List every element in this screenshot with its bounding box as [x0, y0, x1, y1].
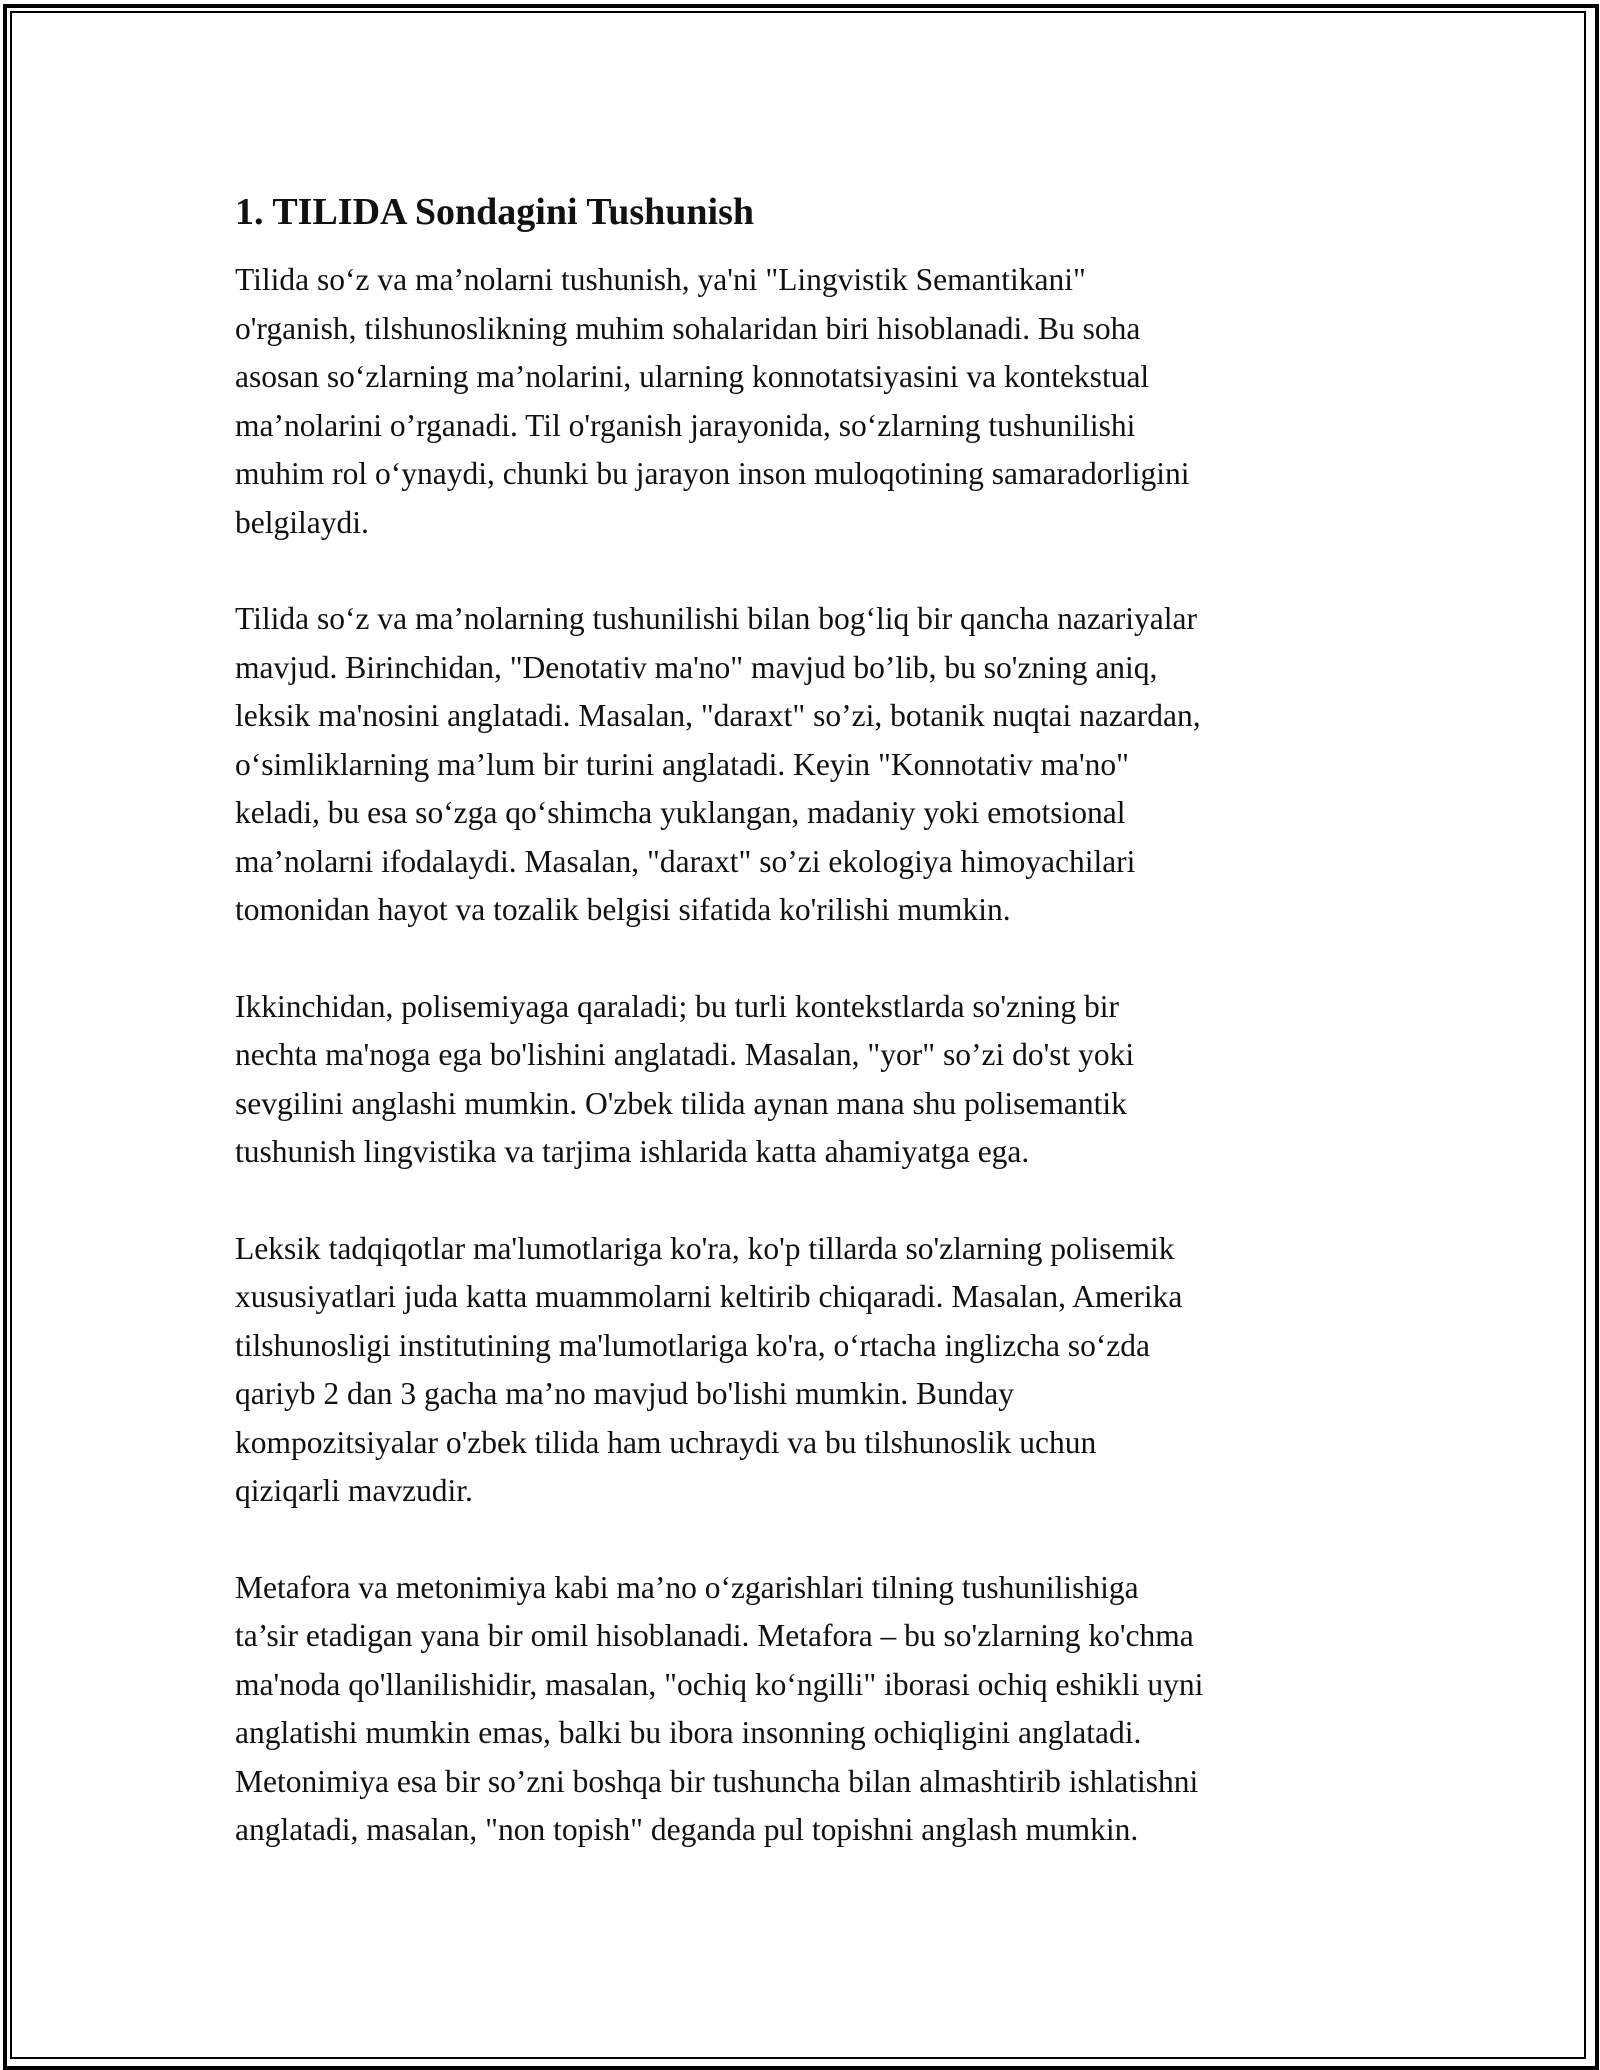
- paragraph-4: Leksik tadqiqotlar ma'lumotlariga ko'ra, ko'p tillarda so'zlarning polisemik xususiyatlari juda katta muammolarni keltirib chiqaradi. Masalan, Amerika tilshunosligi institutining ma'lumotlariga ko'ra, o‘rtacha inglizcha so‘zda qariyb 2 dan 3 gacha ma’no mavjud bo'lishi mumkin. Bunday kompozitsiyalar o'zbek tilida ham uchraydi va bu tilshunoslik uchun qiziqarli mavzudir.: [235, 1230, 1183, 1508]
- document-body: [235, 188, 1390, 1903]
- paragraph-2: Tilida so‘z va ma’nolarning tushunilishi bilan bog‘liq bir qancha nazariyalar mavjud. Birinchidan, "Denotativ ma'no" mavjud bo’lib, bu so'zning aniq, leksik ma'nosini anglatadi. Masalan, "daraxt" so’zi, botanik nuqtai nazardan, o‘simliklarning ma’lum bir turini anglatadi. Keyin "Konnotativ ma'no" keladi, bu esa so‘zga qo‘shimcha yuklangan, madaniy yoki emotsional ma’nolarni ifodalaydi. Masalan, "daraxt" so’zi ekologiya himoyachilari tomonidan hayot va tozalik belgisi sifatida ko'rilishi mumkin.: [235, 601, 1201, 927]
- paragraph-1: Tilida so‘z va ma’nolarni tushunish, ya'ni "Lingvistik Semantikani" o'rganish, tilshunoslikning muhim sohalaridan biri hisoblanadi. Bu soha asosan so‘zlarning ma’nolarini, ularning konnotatsiyasini va kontekstual ma’nolarini o’rganadi. Til o'rganish jarayonida, so‘zlarning tushunilishi muhim rol o‘ynaydi, chunki bu jarayon inson muloqotining samaradorligini belgilaydi.: [235, 262, 1190, 540]
- paragraph-3: Ikkinchidan, polisemiyaga qaraladi; bu turli kontekstlarda so'zning bir nechta ma'noga ega bo'lishini anglatadi. Masalan, "yor" so’zi do'st yoki sevgilini anglashi mumkin. O'zbek tilida aynan mana shu polisemantik tushunish lingvistika va tarjima ishlarida katta ahamiyatga ega.: [235, 988, 1135, 1169]
- paragraph-5: Metafora va metonimiya kabi ma’no o‘zgarishlari tilning tushunilishiga ta’sir etadigan yana bir omil hisoblanadi. Metafora – bu so'zlarning ko'chma ma'noda qo'llanilishidir, masalan, "ochiq ko‘ngilli" iborasi ochiq eshikli uyni anglatishi mumkin emas, balki bu ibora insonning ochiqligini anglatadi. Metonimiya esa bir so’zni boshqa bir tushuncha bilan almashtirib ishlatishni anglatadi, masalan, "non topish" deganda pul topishni anglash mumkin.: [235, 1569, 1204, 1847]
- document-title: 1. TILIDA Sondagini Tushunish: [235, 191, 754, 233]
